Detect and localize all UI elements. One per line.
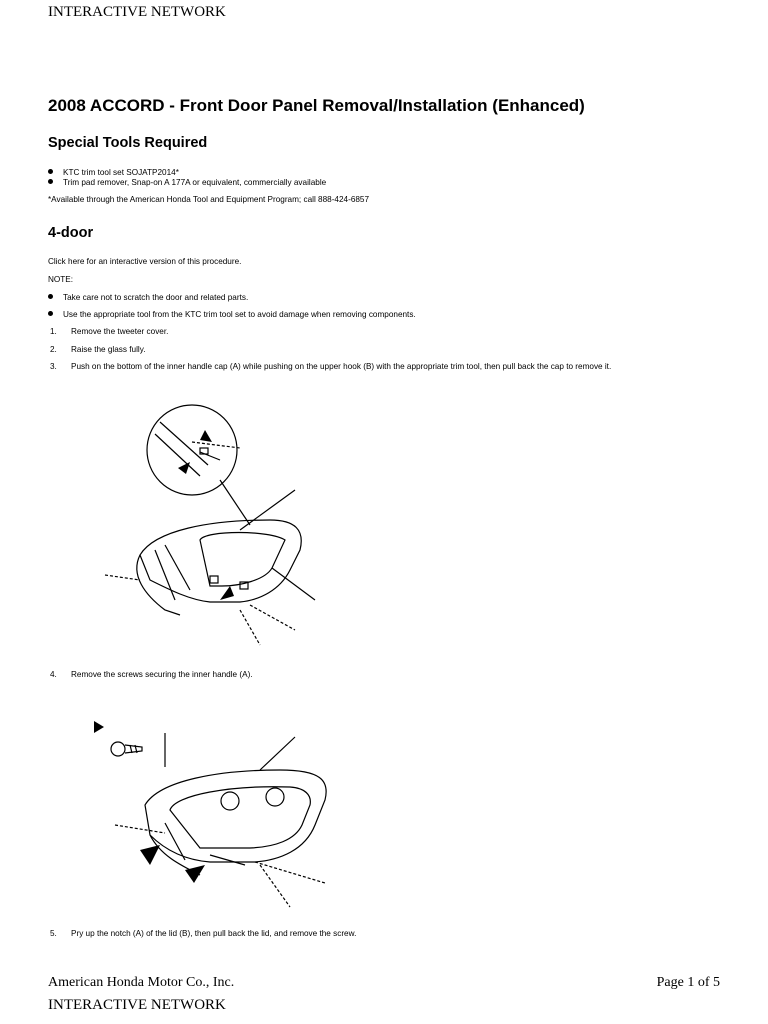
- procedure-step: [50, 345, 145, 355]
- special-tools-heading: Special Tools Required: [48, 135, 208, 151]
- step-text: Push on the bottom of the inner handle cap (A) while pushing on the upper hook (B) with the appropriate trim tool, then pull back the cap to remove it.: [71, 362, 612, 371]
- inner-handle-screws-diagram: [90, 715, 340, 915]
- tool-item-text: KTC trim tool set SOJATP2014*: [63, 168, 179, 177]
- note-text: Use the appropriate tool from the KTC trim tool set to avoid damage when removing components.: [63, 310, 416, 319]
- step-text: Remove the screws securing the inner handle (A).: [71, 670, 253, 679]
- step-number: 5.: [50, 929, 57, 938]
- tool-item: [48, 168, 179, 178]
- step-number: 1.: [50, 327, 57, 336]
- bullet-icon: [48, 179, 53, 184]
- bullet-icon: [48, 294, 53, 299]
- document-title: 2008 ACCORD - Front Door Panel Removal/Installation (Enhanced): [48, 96, 585, 115]
- interactive-link[interactable]: Click here for an interactive version of this procedure.: [48, 257, 242, 266]
- footer-network-label: INTERACTIVE NETWORK: [48, 997, 226, 1013]
- footer-company: American Honda Motor Co., Inc.: [48, 975, 235, 990]
- note-text: Take care not to scratch the door and related parts.: [63, 293, 249, 302]
- arrow-icon: [94, 721, 104, 733]
- note-item: [48, 310, 416, 320]
- procedure-step: [50, 670, 253, 680]
- step-text: Pry up the notch (A) of the lid (B), then pull back the lid, and remove the screw.: [71, 929, 357, 938]
- tools-footnote: *Available through the American Honda Tool and Equipment Program; call 888-424-6857: [48, 195, 370, 204]
- step-number: 3.: [50, 362, 57, 371]
- screw-icon: [111, 742, 125, 756]
- bullet-icon: [48, 311, 53, 316]
- tool-item-text: Trim pad remover, Snap-on A 177A or equivalent, commercially available: [63, 178, 327, 187]
- step-number: 2.: [50, 345, 57, 354]
- note-label: NOTE:: [48, 275, 74, 284]
- header-network-label: INTERACTIVE NETWORK: [48, 4, 226, 20]
- step-text: Remove the tweeter cover.: [71, 327, 169, 336]
- footer-page-number: Page 1 of 5: [656, 975, 720, 990]
- procedure-step: [50, 327, 168, 337]
- note-item: [48, 293, 248, 303]
- step-number: 4.: [50, 670, 57, 679]
- step-text: Raise the glass fully.: [71, 345, 146, 354]
- procedure-step: [50, 362, 611, 372]
- procedure-step: [50, 929, 356, 939]
- bullet-icon: [48, 169, 53, 174]
- tool-item: [48, 178, 326, 188]
- handle-cap-diagram: [100, 390, 320, 650]
- section-heading: 4-door: [48, 225, 94, 241]
